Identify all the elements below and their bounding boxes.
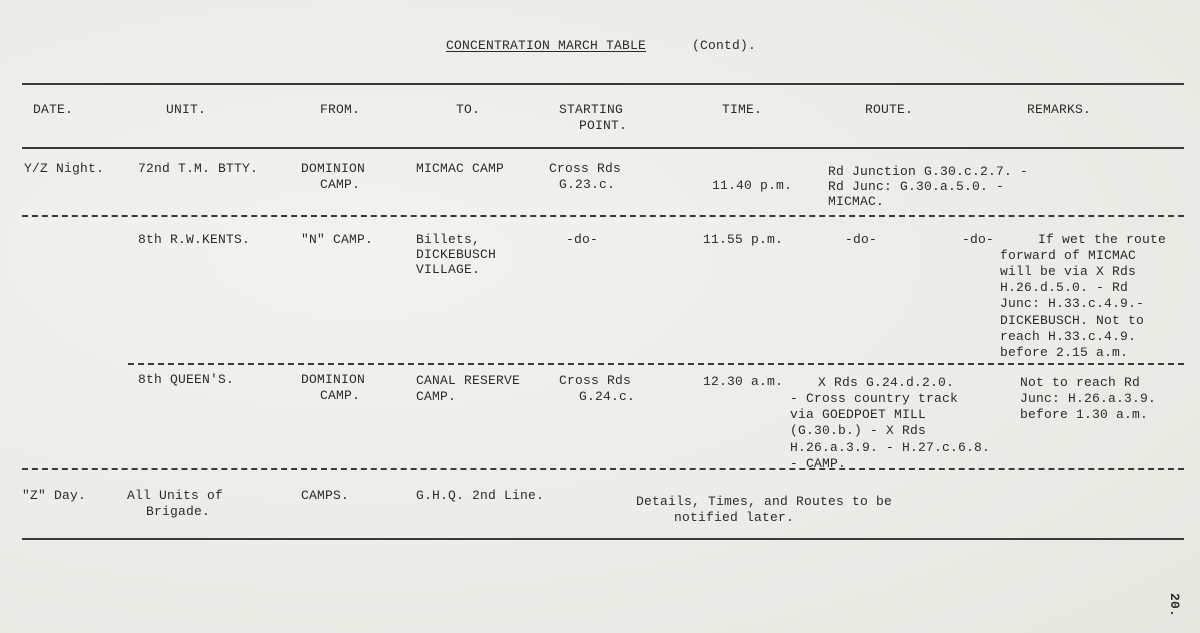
row3-to-2: CAMP. <box>416 389 457 404</box>
row2-remarks-7: reach H.33.c.4.9. <box>1000 329 1137 344</box>
row2-time: 11.55 p.m. <box>703 232 784 247</box>
header-unit: UNIT. <box>166 102 207 117</box>
row3-from-2: CAMP. <box>320 388 361 403</box>
row1-from-2: CAMP. <box>320 177 361 192</box>
row4-from: CAMPS. <box>301 488 350 503</box>
row2-to-2: DICKEBUSCH <box>416 247 497 262</box>
row3-remarks-3: before 1.30 a.m. <box>1020 407 1149 422</box>
row1-date: Y/Z Night. <box>24 161 105 176</box>
header-remarks: REMARKS. <box>1027 102 1092 117</box>
row3-route-5: H.26.a.3.9. - H.27.c.6.8. <box>790 440 991 455</box>
row1-start-1: Cross Rds <box>549 161 622 176</box>
row3-unit: 8th QUEEN'S. <box>138 372 235 387</box>
header-date: DATE. <box>33 102 74 117</box>
row2-unit: 8th R.W.KENTS. <box>138 232 251 247</box>
row3-route-4: (G.30.b.) - X Rds <box>790 423 927 438</box>
page-title-suffix: (Contd). <box>692 38 757 53</box>
header-to: TO. <box>456 102 481 117</box>
row1-to-1: MICMAC CAMP <box>416 161 505 176</box>
row1-unit: 72nd T.M. BTTY. <box>138 161 259 176</box>
row3-route-3: via GOEDPOET MILL <box>790 407 927 422</box>
row4-date: "Z" Day. <box>22 488 87 503</box>
row2-route: -do- <box>845 232 878 247</box>
row2-remarks-2: forward of MICMAC <box>1000 248 1137 263</box>
row1-time: 11.40 p.m. <box>712 178 793 193</box>
row3-time: 12.30 a.m. <box>703 374 784 389</box>
row2-to-1: Billets, <box>416 232 481 247</box>
row1-start-2: G.23.c. <box>559 177 616 192</box>
header-time: TIME. <box>722 102 763 117</box>
row2-remarks-4: H.26.d.5.0. - Rd <box>1000 280 1129 295</box>
row2-from-1: "N" CAMP. <box>301 232 374 247</box>
row1-from-1: DOMINION <box>301 161 366 176</box>
top-rule <box>22 83 1184 85</box>
row2-to-3: VILLAGE. <box>416 262 481 277</box>
header-starting-point-1: STARTING <box>559 102 624 117</box>
row3-remarks-2: Junc: H.26.a.3.9. <box>1020 391 1157 406</box>
row2-remarks-1: If wet the route <box>1038 232 1167 247</box>
row2-remarks-8: before 2.15 a.m. <box>1000 345 1129 360</box>
row2-remarks-6: DICKEBUSCH. Not to <box>1000 313 1145 328</box>
row3-divider <box>22 468 1184 470</box>
bottom-rule <box>22 538 1184 540</box>
header-rule <box>22 147 1184 149</box>
row2-start: -do- <box>566 232 599 247</box>
row3-start-1: Cross Rds <box>559 373 632 388</box>
row2-divider <box>128 363 1184 365</box>
row2-remarks-5: Junc: H.33.c.4.9.- <box>1000 296 1145 311</box>
row1-divider <box>22 215 1184 217</box>
row3-route-6: - CAMP. <box>790 456 847 471</box>
row2-route-do2: -do- <box>962 232 995 247</box>
row3-from-1: DOMINION <box>301 372 366 387</box>
row3-route-1: X Rds G.24.d.2.0. <box>818 375 955 390</box>
row4-unit-2: Brigade. <box>146 504 211 519</box>
row4-unit-1: All Units of <box>127 488 224 503</box>
row4-details-1: Details, Times, and Routes to be <box>636 494 893 509</box>
row3-route-2: - Cross country track <box>790 391 959 406</box>
row2-remarks-3: will be via X Rds <box>1000 264 1137 279</box>
row4-to: G.H.Q. 2nd Line. <box>416 488 545 503</box>
header-from: FROM. <box>320 102 361 117</box>
row3-start-2: G.24.c. <box>579 389 636 404</box>
row3-to-1: CANAL RESERVE <box>416 373 521 388</box>
row4-details-2: notified later. <box>674 510 795 525</box>
header-starting-point-2: POINT. <box>579 118 628 133</box>
page-number: 20. <box>1167 593 1182 618</box>
page-title: CONCENTRATION MARCH TABLE <box>446 38 647 53</box>
row1-route-2: Rd Junc: G.30.a.5.0. - <box>828 179 1005 194</box>
header-route: ROUTE. <box>865 102 914 117</box>
row1-route-1: Rd Junction G.30.c.2.7. - <box>828 164 1029 179</box>
row3-remarks-1: Not to reach Rd <box>1020 375 1141 390</box>
row1-route-3: MICMAC. <box>828 194 885 209</box>
